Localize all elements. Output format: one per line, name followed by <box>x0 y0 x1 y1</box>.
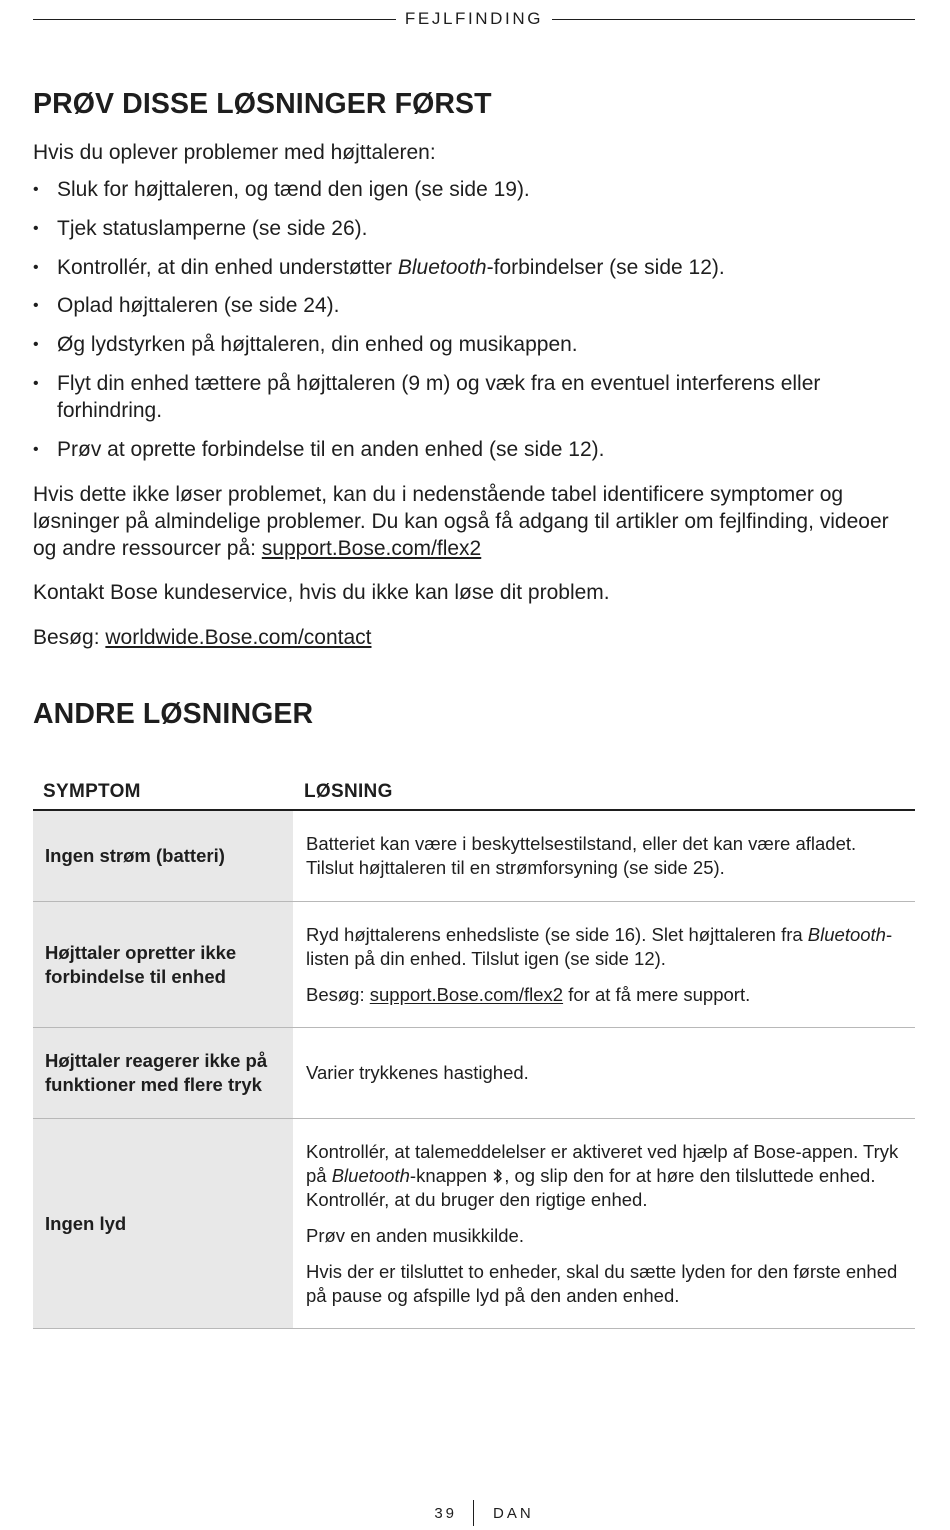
solution-cell: Kontrollér, at talemeddelelser er aktiveret ved hjælp af Bose-appen. Tryk på Bluetooth-knappen , og slip den for at høre den tilsluttede enhed. Kontrollér, at du bruger den rigtige enhed. Prøv en anden musikkilde. Hvis der er tilsluttet to enheder, skal du sætte lyden for den første enhed på pause og afspille lyd på den anden enhed. <box>306 1140 899 1306</box>
footer-divider <box>473 1500 474 1526</box>
symptom-cell: Højttaler reagerer ikke på funktioner med flere tryk <box>33 1028 293 1118</box>
solution-cell: Ryd højttalerens enhedsliste (se side 16). Slet højttaleren fra Bluetooth-listen på din enhed. Tilslut igen (se side 12). Besøg: support.Bose.com/flex2 for at få mere support. <box>306 923 893 1005</box>
intro-text: Hvis du oplever problemer med højttaleren: <box>33 141 436 164</box>
bluetooth-icon <box>492 1168 504 1184</box>
section-title-other: ANDRE LØSNINGER <box>33 698 314 730</box>
table-intro-paragraph: Hvis dette ikke løser problemet, kan du i nedenstående tabel identificere symptomer og løsninger på almindelige problemer. Du kan også få adgang til artikler om fejlfinding, videoer og andre ressourcer på: support.Bose.com/flex2 <box>33 483 889 560</box>
support-link-table[interactable]: support.Bose.com/flex2 <box>369 983 564 1005</box>
checklist <box>33 176 918 475</box>
section-label: FEJLFINDING <box>404 9 544 28</box>
visit-paragraph: Besøg: worldwide.Bose.com/contact <box>33 626 372 649</box>
page-footer <box>0 1500 950 1530</box>
table-row <box>33 1119 915 1329</box>
column-header-solution: LØSNING <box>304 781 393 802</box>
solution-cell: Batteriet kan være i beskyttelsestilstand, eller det kan være afladet. Tilslut højttaleren til en strømforsyning (se side 25). <box>306 833 857 878</box>
table-row <box>33 811 915 902</box>
section-title-first: PRØV DISSE LØSNINGER FØRST <box>33 88 492 120</box>
troubleshooting-table <box>33 775 915 1329</box>
page-number: 39 <box>434 1505 457 1522</box>
symptom-cell: Højttaler opretter ikke forbindelse til enhed <box>33 902 293 1027</box>
language-code: DAN <box>493 1505 534 1522</box>
contact-link[interactable]: worldwide.Bose.com/contact <box>105 626 372 649</box>
support-link[interactable]: support.Bose.com/flex2 <box>261 537 482 560</box>
list-item: • Flyt din enhed tættere på højttaleren (9 m) og væk fra en eventuel interferens eller forhindring. <box>33 370 918 424</box>
list-item: • Øg lydstyrken på højttaleren, din enhed og musikappen. <box>33 331 918 358</box>
table-row <box>33 1028 915 1119</box>
list-item: • Oplad højttaleren (se side 24). <box>33 292 918 319</box>
list-item: • Tjek statuslamperne (se side 26). <box>33 215 918 242</box>
list-item: • Prøv at oprette forbindelse til en anden enhed (se side 12). <box>33 436 918 463</box>
symptom-cell: Ingen strøm (batteri) <box>33 811 293 901</box>
table-header <box>33 775 915 811</box>
contact-paragraph: Kontakt Bose kundeservice, hvis du ikke kan løse dit problem. <box>33 581 610 604</box>
list-item: • Sluk for højttaleren, og tænd den igen (se side 19). <box>33 176 918 203</box>
header-rule-right <box>552 19 915 20</box>
symptom-cell: Ingen lyd <box>33 1119 293 1328</box>
list-item: • Kontrollér, at din enhed understøtter Bluetooth-forbindelser (se side 12). <box>33 254 918 281</box>
header-rule-left <box>33 19 396 20</box>
column-header-symptom: SYMPTOM <box>43 781 141 802</box>
table-row <box>33 902 915 1028</box>
running-header <box>33 6 915 32</box>
solution-cell: Varier trykkenes hastighed. <box>306 1062 529 1083</box>
